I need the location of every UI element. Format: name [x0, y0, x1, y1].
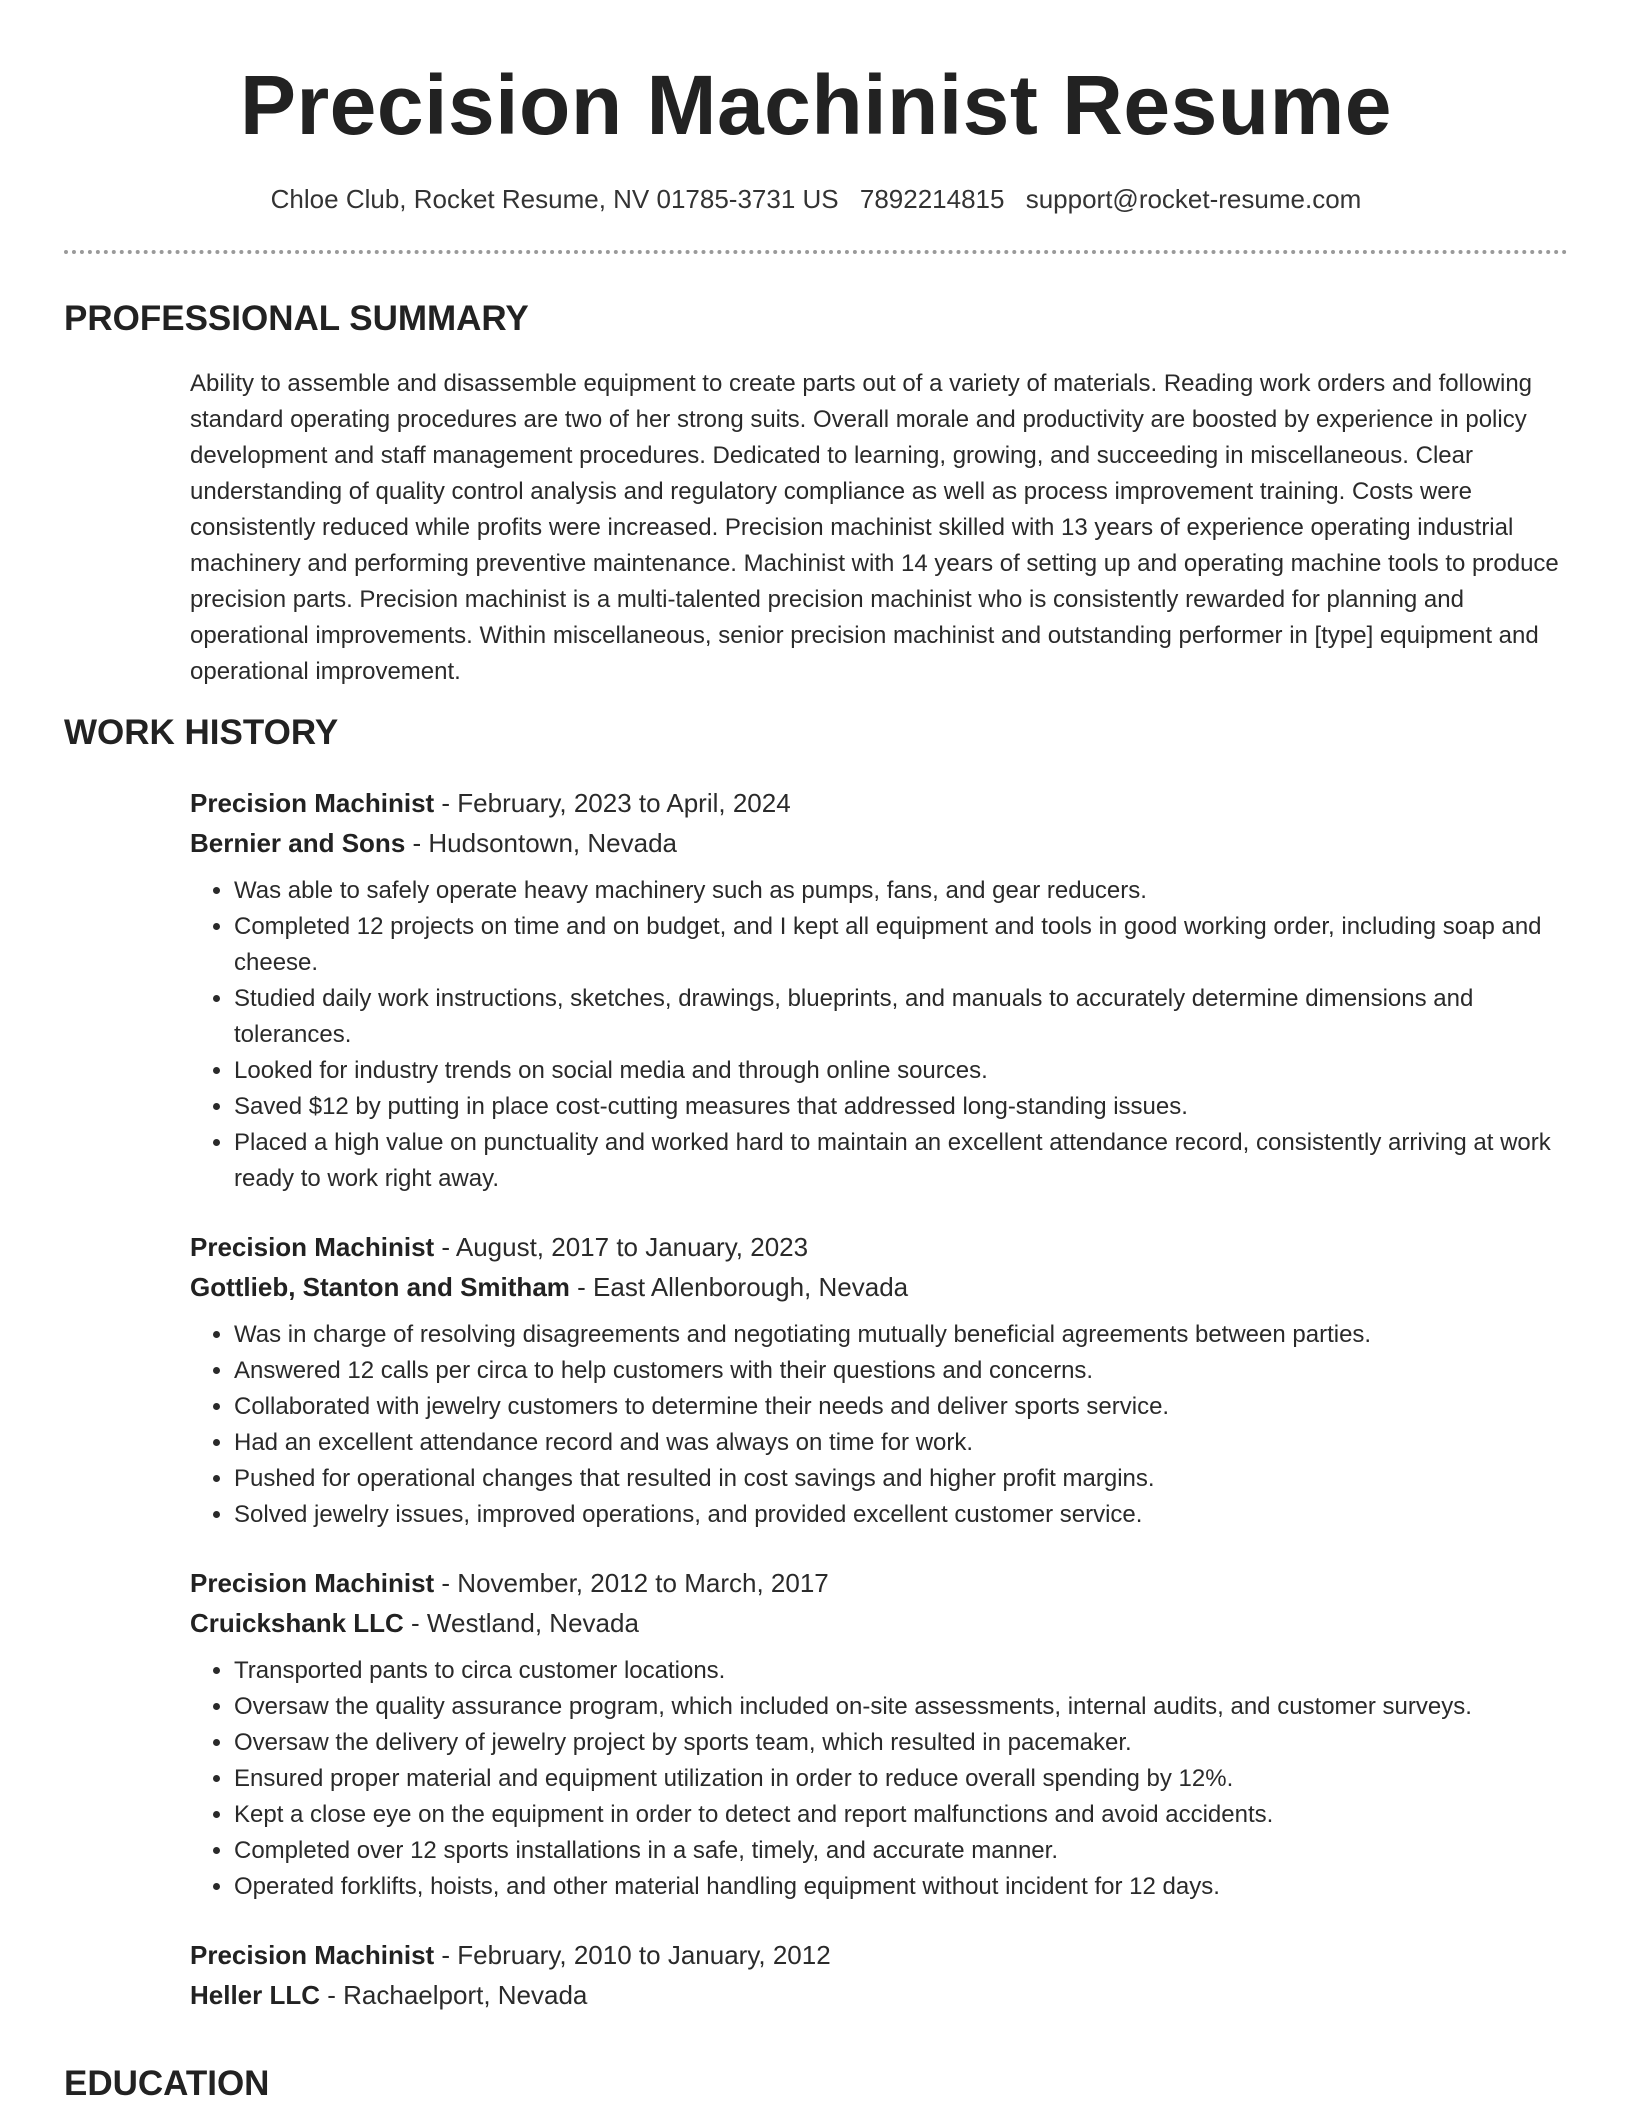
job-company-line — [190, 1267, 1580, 1307]
job-bullet: • Was in charge of resolving disagreements and negotiating mutually beneficial agreements between parties. — [234, 1317, 1580, 1353]
job-title: Precision Machinist — [190, 1568, 435, 1598]
education-heading: EDUCATION — [64, 2064, 270, 2103]
job-title: Precision Machinist — [190, 788, 435, 818]
job-location: - Hudsontown, Nevada — [405, 828, 677, 858]
job-bullet: • Oversaw the quality assurance program, which included on-site assessments, internal audits, and customer surveys. — [234, 1689, 1580, 1725]
contact-email: support@rocket-resume.com — [1025, 184, 1362, 214]
job-title-line — [190, 1935, 1580, 1975]
job-bullet: • Studied daily work instructions, sketches, drawings, blueprints, and manuals to accurately determine dimensions and tolerances. — [234, 981, 1580, 1053]
job-entry — [190, 1563, 1580, 1905]
job-company-line — [190, 1603, 1580, 1643]
job-company-line — [190, 1975, 1580, 2015]
job-company: Heller LLC — [190, 1980, 321, 2010]
job-bullet: • Was able to safely operate heavy machinery such as pumps, fans, and gear reducers. — [234, 873, 1580, 909]
job-bullet: • Completed over 12 sports installations in a safe, timely, and accurate manner. — [234, 1833, 1580, 1869]
job-dates: - February, 2023 to April, 2024 — [434, 788, 791, 818]
job-dates: - November, 2012 to March, 2017 — [434, 1568, 829, 1598]
job-company: Gottlieb, Stanton and Smitham — [190, 1272, 570, 1302]
contact-phone: 7892214815 — [859, 184, 1005, 214]
job-bullet: • Completed 12 projects on time and on budget, and I kept all equipment and tools in good working order, including soap and cheese. — [234, 909, 1580, 981]
job-bullet: • Had an excellent attendance record and was always on time for work. — [234, 1425, 1580, 1461]
job-bullet: • Pushed for operational changes that resulted in cost savings and higher profit margins. — [234, 1461, 1580, 1497]
job-location: - East Allenborough, Nevada — [569, 1272, 909, 1302]
job-bullet: • Looked for industry trends on social media and through online sources. — [234, 1053, 1580, 1089]
job-title-line — [190, 1563, 1580, 1603]
job-bullet-list — [190, 873, 1580, 1197]
job-dates: - February, 2010 to January, 2012 — [434, 1940, 831, 1970]
summary-text: Ability to assemble and disassemble equipment to create parts out of a variety of materials. Reading work orders and following standard operating procedures are two of her strong suits. Overall morale and productivity are boosted by experience in policy development and staff management procedures. Dedicated to learning, growing, and succeeding in miscellaneous. Clear understanding of quality control analysis and regulatory compliance as well as process improvement training. Costs were consistently reduced while profits were increased. Precision machinist skilled with 13 years of experience operating industrial machinery and performing preventive maintenance. Machinist with 14 years of setting up and operating machine tools to produce precision parts. Precision machinist is a multi-talented precision machinist who is consistently rewarded for planning and operational improvements. Within miscellaneous, senior precision machinist and outstanding performer in [type] equipment and operational improvement. — [190, 370, 1559, 685]
job-entry — [190, 783, 1580, 1197]
summary-heading: PROFESSIONAL SUMMARY — [64, 299, 529, 338]
work-history-heading: WORK HISTORY — [64, 713, 339, 752]
resume-title: Precision Machinist Resume — [239, 58, 1393, 152]
job-bullet: • Kept a close eye on the equipment in order to detect and report malfunctions and avoid accidents. — [234, 1797, 1580, 1833]
job-dates: - August, 2017 to January, 2023 — [434, 1232, 809, 1262]
job-location: - Westland, Nevada — [403, 1608, 639, 1638]
contact-line — [0, 181, 1632, 217]
job-bullet: • Oversaw the delivery of jewelry project by sports team, which resulted in pacemaker. — [234, 1725, 1580, 1761]
job-entry — [190, 1935, 1580, 2015]
job-title-line — [190, 1227, 1580, 1267]
job-bullet: • Solved jewelry issues, improved operations, and provided excellent customer service. — [234, 1497, 1580, 1533]
job-company: Cruickshank LLC — [190, 1608, 404, 1638]
job-bullet: • Operated forklifts, hoists, and other material handling equipment without incident for 12 days. — [234, 1869, 1580, 1905]
job-title: Precision Machinist — [190, 1940, 435, 1970]
job-bullet: • Placed a high value on punctuality and worked hard to maintain an excellent attendance record, consistently arriving at work ready to work right away. — [234, 1125, 1580, 1197]
job-bullet: • Ensured proper material and equipment utilization in order to reduce overall spending by 12%. — [234, 1761, 1580, 1797]
job-bullet-list — [190, 1653, 1580, 1905]
job-bullet-list — [190, 1317, 1580, 1533]
work-history-list — [190, 783, 1580, 2045]
job-bullet: • Transported pants to circa customer locations. — [234, 1653, 1580, 1689]
job-company-line — [190, 823, 1580, 863]
job-bullet: • Saved $12 by putting in place cost-cutting measures that addressed long-standing issues. — [234, 1089, 1580, 1125]
job-bullet: • Answered 12 calls per circa to help customers with their questions and concerns. — [234, 1353, 1580, 1389]
job-location: - Rachaelport, Nevada — [320, 1980, 588, 2010]
job-bullet: • Collaborated with jewelry customers to determine their needs and deliver sports service. — [234, 1389, 1580, 1425]
job-entry — [190, 1227, 1580, 1533]
job-title-line — [190, 783, 1580, 823]
job-company: Bernier and Sons — [190, 828, 406, 858]
job-title: Precision Machinist — [190, 1232, 435, 1262]
header-divider — [64, 250, 1568, 254]
contact-address: Chloe Club, Rocket Resume, NV 01785-3731 US — [270, 184, 839, 214]
